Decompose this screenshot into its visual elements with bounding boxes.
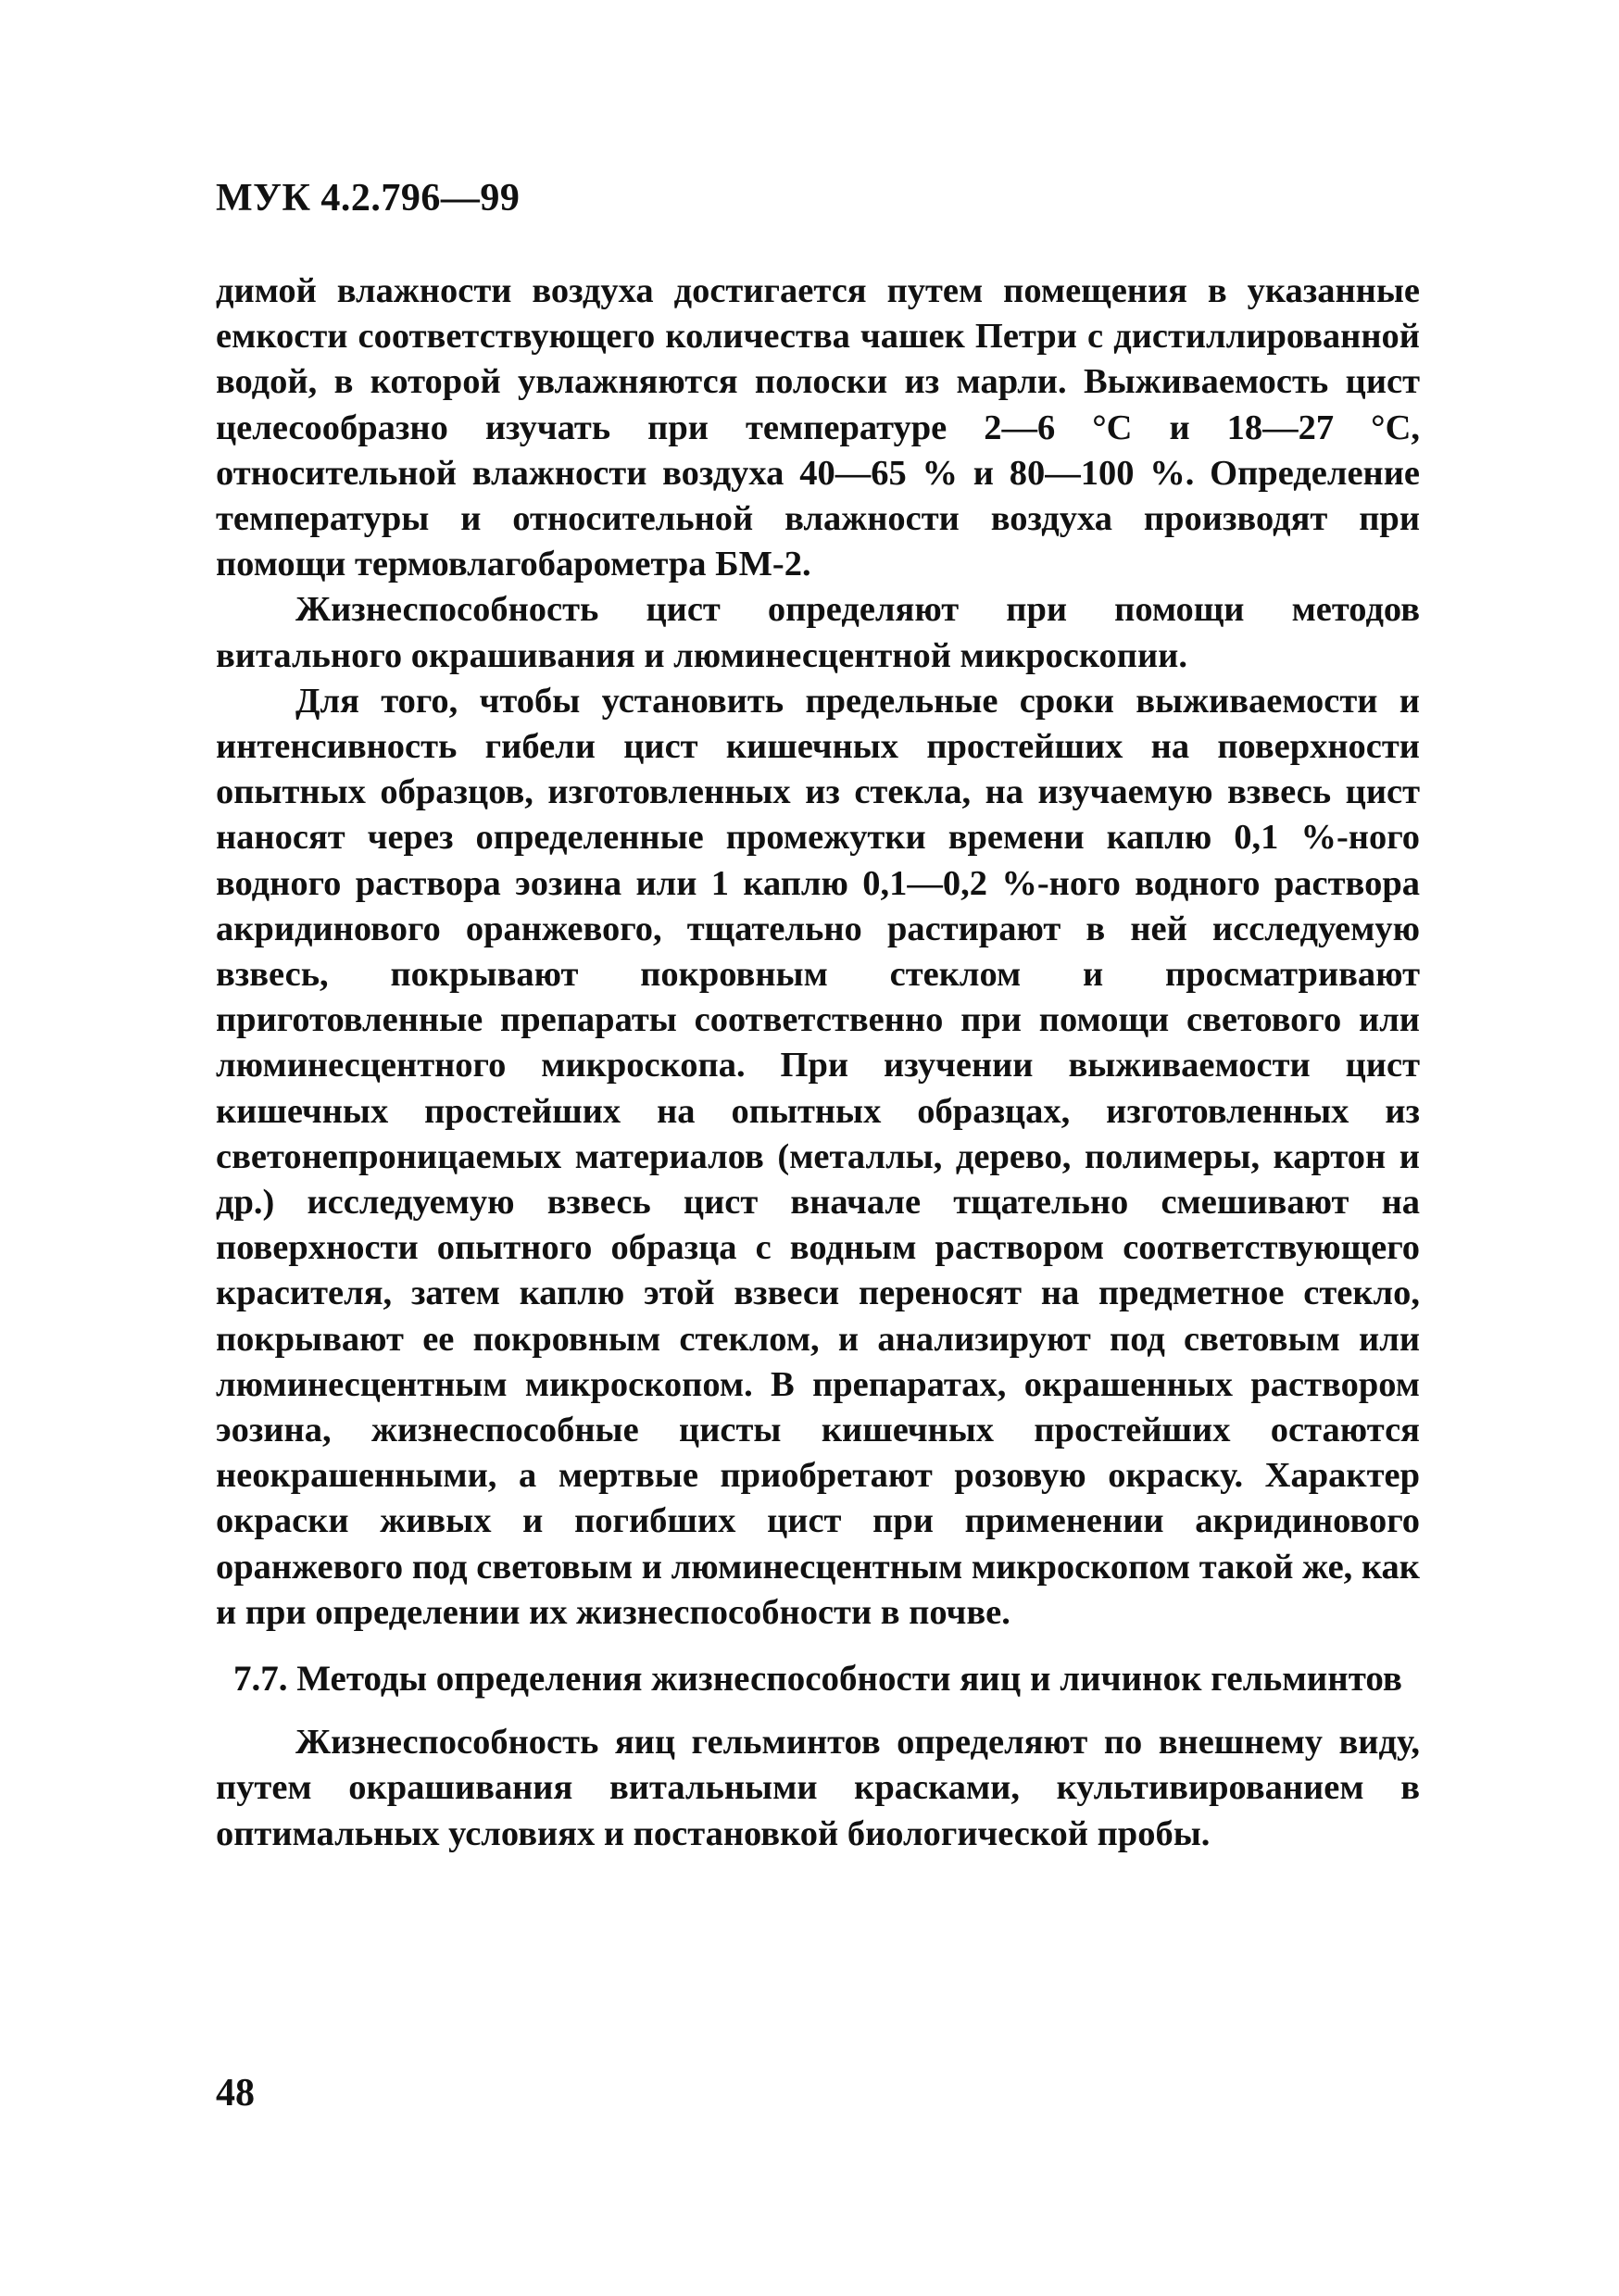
- page-number: 48: [216, 2072, 255, 2114]
- document-code-header: МУК 4.2.796—99: [216, 177, 521, 220]
- paragraph-procedure: Для того, чтобы установить предельные сроки выживаемости и интенсивность гибели цист кишечных простейших на поверхности опытных образцов, изготовленных из стекла, на изучаемую взвесь цист наносят через определенные промежутки времени каплю 0,1 %-ного водного раствора эозина или 1 каплю 0,1—0,2 %-ного водного раствора акридинового оранжевого, тщательно растирают в ней исследуемую взвесь, покрывают покровным стеклом и просматривают приготовленные препараты соответственно при помощи светового или люминесцентного микроскопа. При изучении выживаемости цист кишечных простейших на опытных образцах, изготовленных из светонепроницаемых материалов (металлы, дерево, полимеры, картон и др.) исследуемую взвесь цист вначале тщательно смешивают на поверхности опытного образца с водным раствором соответствующего красителя, затем каплю этой взвеси переносят на предметное стекло, покрывают ее покровным стеклом, и анализируют под световым или люминесцентным микроскопом. В препаратах, окрашенных раствором эозина, жизнеспособные цисты кишечных простейших остаются неокрашенными, а мертвые приобретают розовую окраску. Характер окраски живых и погибших цист при применении акридинового оранжевого под световым и люминесцентным микроскопом такой же, как и при определении их жизнеспособности в почве.: [216, 681, 1420, 1632]
- section-heading: 7.7. Методы определения жизнеспособности яиц и личинок гельминтов: [233, 1659, 1402, 1700]
- paragraph-helminth-eggs: Жизнеспособность яиц гельминтов определяют по внешнему виду, путем окрашивания витальными красками, культивированием в оптимальных условиях и постановкой биологической пробы.: [216, 1723, 1420, 1853]
- body-text: [216, 269, 1420, 1857]
- paragraph-viability-methods: Жизнеспособность цист определяют при помощи методов витального окрашивания и люминесцентной микроскопии.: [216, 590, 1420, 675]
- paragraph-continued: димой влажности воздуха достигается путем помещения в указанные емкости соответствующего количества чашек Петри с дистиллированной водой, в которой увлажняются полоски из марли. Выживаемость цист целесообразно изучать при температуре 2—6 °С и 18—27 °С, относительной влажности воздуха 40—65 % и 80—100 %. Определение температуры и относительной влажности воздуха производят при помощи термовлагобарометра БМ-2.: [216, 271, 1420, 584]
